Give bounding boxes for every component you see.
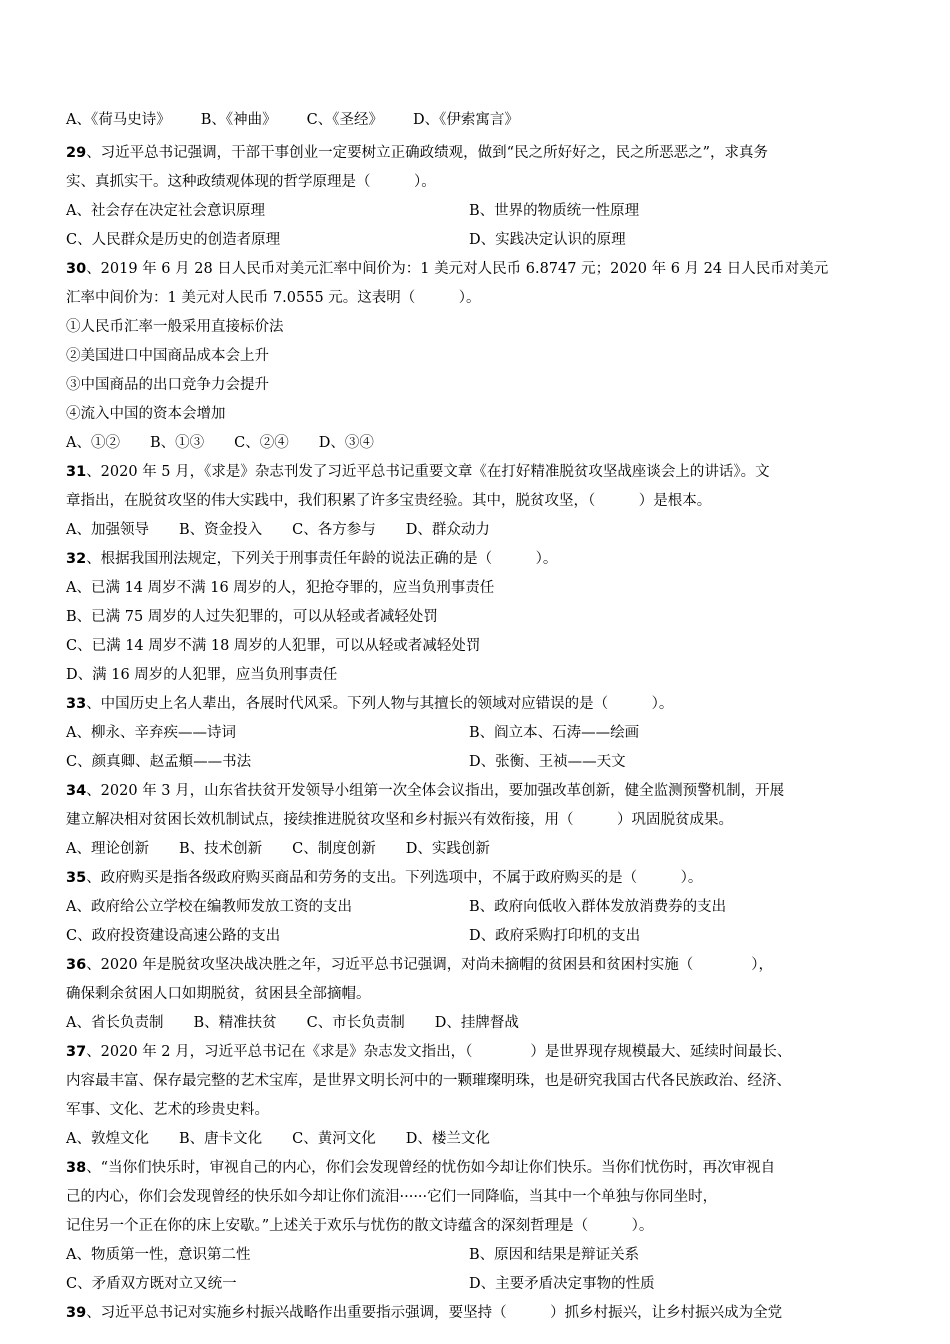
question-number: 34 [66,783,87,799]
option-c: C、颜真卿、赵孟頫——书法 [66,754,252,770]
question-stem: 、习近平总书记强调，干部干事创业一定要树立正确政绩观，做到“民之所好好之，民之所恶恶之”，求真务 [86,145,769,161]
question-stem-cont: 内容最丰富、保存最完整的艺术宝库，是世界文明长河中的一颗璀璨明珠，也是研究我国古代各民族政治、经济、 [66,1073,791,1089]
question-number: 37 [66,1044,87,1060]
question-stem-cont: 己的内心，你们会发现曾经的快乐如今却让你们流泪······它们一同降临，当其中一个单独与你同坐时， [66,1189,718,1205]
option-c: C、人民群众是历史的创造者原理 [66,232,281,248]
question-list [66,106,888,1328]
question-stem-cont: 记住另一个正在你的床上安歇。”上述关于欢乐与忧伤的散文诗蕴含的深刻哲理是（ ）。 [66,1218,654,1234]
question-number: 38 [66,1160,87,1176]
option-a: A、社会存在决定社会意识原理 [66,203,265,219]
option-d: D、楼兰文化 [405,1131,490,1147]
option-c: C、政府投资建设高速公路的支出 [66,928,281,944]
statement-4: ④流入中国的资本会增加 [66,406,226,422]
option-a: A、敦煌文化 [66,1131,149,1147]
question-31 [66,458,888,545]
option-b: B、原因和结果是辩证关系 [469,1247,640,1263]
question-number: 30 [66,261,87,277]
option-d: D、③④ [318,435,374,451]
question-number: 29 [66,145,87,161]
question-stem: 、“当你们快乐时，审视自己的内心，你们会发现曾经的忧伤如今却让你们快乐。当你们忧伤时，再次审视自 [86,1160,776,1176]
question-stem: 、根据我国刑法规定，下列关于刑事责任年龄的说法正确的是（ ）。 [86,551,558,567]
question-stem-cont: 汇率中间价为：1 美元对人民币 7.0555 元。这表明（ ）。 [66,290,481,306]
option-b: B、阎立本、石涛——绘画 [469,725,640,741]
option-b: B、①③ [149,435,205,451]
question-stem: 、2020 年 5 月，《求是》杂志刊发了习近平总书记重要文章《在打好精准脱贫攻坚战座谈会上的讲话》。文 [86,464,770,480]
option-d: D、张衡、王祯——天文 [469,754,626,770]
option-a: A、物质第一性，意识第二性 [66,1247,251,1263]
option-d: D、实践决定认识的原理 [469,232,626,248]
options [66,1009,888,1038]
options [66,893,888,951]
option-c: C、矛盾双方既对立又统一 [66,1276,237,1292]
options [66,835,888,864]
question-number: 36 [66,957,87,973]
option-d: D、实践创新 [405,841,490,857]
question-37 [66,1038,888,1154]
question-stem-cont: 军事、文化、艺术的珍贵史料。 [66,1102,269,1118]
question-29 [66,139,888,255]
statement-1: ①人民币汇率一般采用直接标价法 [66,319,284,335]
options [66,1241,888,1299]
option-c: C、《圣经》 [306,112,383,128]
question-stem-cont: 章指出，在脱贫攻坚的伟大实践中，我们积累了许多宝贵经验。其中，脱贫攻坚，（ ）是根本。 [66,493,712,509]
question-number: 32 [66,551,87,567]
question-stem: 、2020 年 2 月，习近平总书记在《求是》杂志发文指出，（ ）是世界现存规模最大、延续时间最长、 [86,1044,792,1060]
option-a: A、理论创新 [66,841,149,857]
option-a: A、已满 14 周岁不满 16 周岁的人，犯抢夺罪的，应当负刑事责任 [66,580,495,596]
option-a: A、①② [66,435,120,451]
option-a: A、柳永、辛弃疾——诗词 [66,725,236,741]
question-stem-cont: 实、真抓实干。这种政绩观体现的哲学原理是（ ）。 [66,174,436,190]
option-d: D、政府采购打印机的支出 [469,928,641,944]
question-stem-cont: 建立解决相对贫困长效机制试点，接续推进脱贫攻坚和乡村振兴有效衔接，用（ ）巩固脱贫成果。 [66,812,733,828]
option-a: A、政府给公立学校在编教师发放工资的支出 [66,899,352,915]
question-34 [66,777,888,864]
question-stem: 、2019 年 6 月 28 日人民币对美元汇率中间价为：1 美元对人民币 6.8747 元；2020 年 6 月 24 日人民币对美元 [86,261,829,277]
option-c: C、制度创新 [292,841,376,857]
option-d: D、主要矛盾决定事物的性质 [469,1276,655,1292]
question-32 [66,545,888,690]
option-c: C、②④ [234,435,289,451]
option-a: A、加强领导 [66,522,149,538]
option-c: C、黄河文化 [292,1131,376,1147]
options [66,429,888,458]
question-30 [66,255,888,458]
question-number: 31 [66,464,87,480]
option-d: D、《伊索寓言》 [413,112,519,128]
option-c: C、已满 14 周岁不满 18 周岁的人犯罪，可以从轻或者减轻处罚 [66,638,481,654]
option-b: B、唐卡文化 [178,1131,263,1147]
option-b: B、已满 75 周岁的人过失犯罪的，可以从轻或者减轻处罚 [66,609,438,625]
question-stem: 、政府购买是指各级政府购买商品和劳务的支出。下列选项中，不属于政府购买的是（ ）。 [86,870,703,886]
question-stem: 、习近平总书记对实施乡村振兴战略作出重要指示强调，要坚持（ ）抓乡村振兴，让乡村振兴成为全党 [86,1305,783,1321]
question-stem: 、2020 年是脱贫攻坚决战决胜之年，习近平总书记强调，对尚未摘帽的贫困县和贫困村实施（ ）， [86,957,773,973]
option-b: B、精准扶贫 [193,1015,277,1031]
option-c: C、市长负责制 [306,1015,405,1031]
options [66,516,888,545]
question-35 [66,864,888,951]
option-b: B、世界的物质统一性原理 [469,203,640,219]
question-39 [66,1299,888,1328]
option-b: B、技术创新 [178,841,263,857]
option-b: B、资金投入 [178,522,263,538]
question-33 [66,690,888,777]
options [66,197,888,255]
question-stem-cont: 确保剩余贫困人口如期脱贫，贫困县全部摘帽。 [66,986,371,1002]
options [66,1125,888,1154]
option-d: D、挂牌督战 [434,1015,519,1031]
option-a: A、省长负责制 [66,1015,164,1031]
statement-2: ②美国进口中国商品成本会上升 [66,348,269,364]
question-number: 33 [66,696,87,712]
option-c: C、各方参与 [292,522,376,538]
option-b: B、政府向低收入群体发放消费券的支出 [469,899,727,915]
question-36 [66,951,888,1038]
question-38 [66,1154,888,1299]
option-d: D、满 16 周岁的人犯罪，应当负刑事责任 [66,667,338,683]
option-d: D、群众动力 [405,522,490,538]
prev-question-options [66,106,888,135]
statement-3: ③中国商品的出口竞争力会提升 [66,377,269,393]
question-stem: 、2020 年 3 月，山东省扶贫开发领导小组第一次全体会议指出，要加强改革创新，健全监测预警机制，开展 [86,783,785,799]
options [66,719,888,777]
option-a: A、《荷马史诗》 [66,112,171,128]
option-b: B、《神曲》 [200,112,277,128]
question-number: 35 [66,870,87,886]
question-number: 39 [66,1305,87,1321]
question-stem: 、中国历史上名人辈出，各展时代风采。下列人物与其擅长的领域对应错误的是（ ）。 [86,696,674,712]
